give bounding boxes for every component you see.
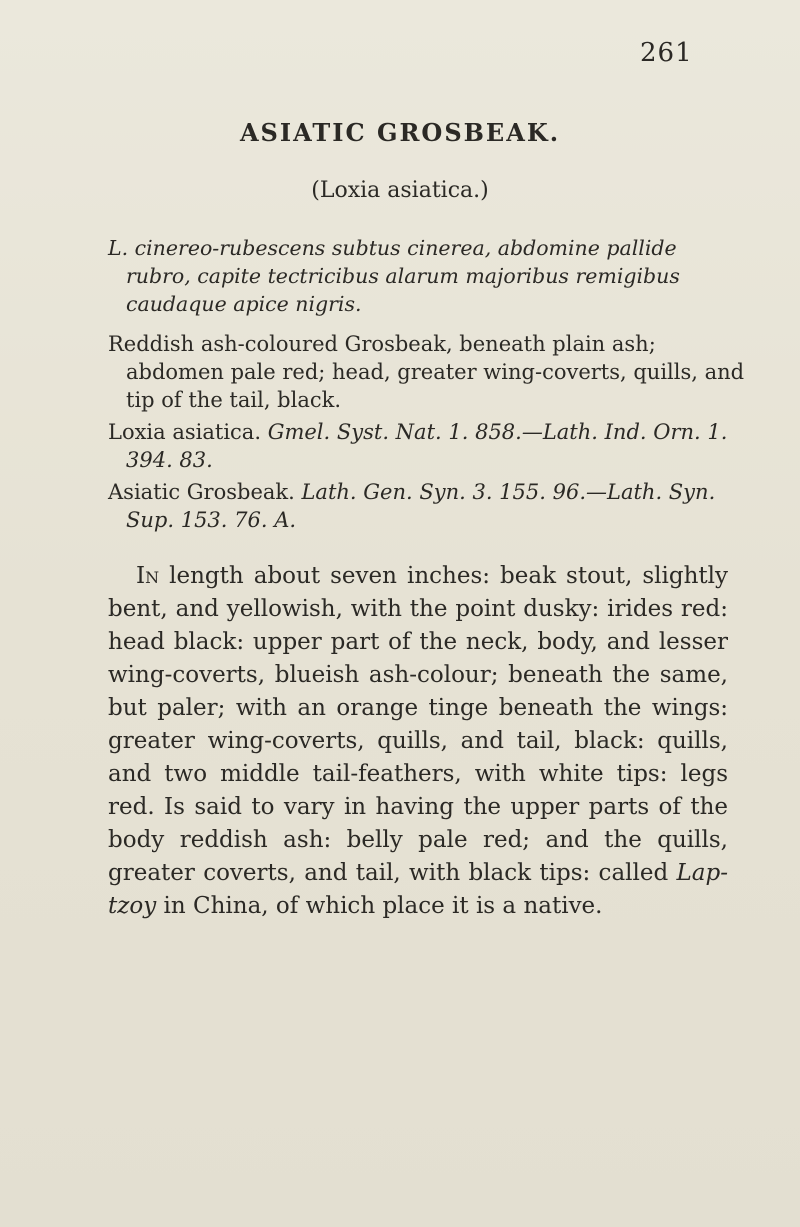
paragraph-text: length about seven inches: beak stout, slightly bent, and yellowish, with the point dusky: irides red: head black: upper part of the neck, body, and lesser wing-coverts, blueish ash-colour; beneath the same, but paler; with an orange tinge beneath the wings: greater wing-coverts, quills, and tail, black: quills, and two middle tail-feathers, with white tips: legs red. Is said to vary in having the upper parts of the body reddish ash: belly pale red; and the quills, greater coverts, and tail, with black tips: called	[108, 563, 728, 886]
synonym-name: Asiatic Grosbeak.	[108, 480, 295, 504]
synonym-references: Gmel. Syst. Nat. 1. 858.—Lath. Ind. Orn. 1. 394. 83.	[126, 420, 728, 472]
synonym-loxia-asiatica	[108, 418, 746, 474]
section-heading: ASIATIC GROSBEAK.	[239, 118, 561, 147]
english-description: Reddish ash-coloured Grosbeak, beneath plain ash; abdomen pale red; head, greater wing-coverts, quills, and tip of the tail, black.	[108, 332, 745, 412]
latin-description: L. cinereo-rubescens subtus cinerea, abdomine pallide rubro, capite tectricibus alarum majoribus remigibus caudaque apice nigris.	[108, 236, 680, 316]
paragraph-text-end: in China, of which place it is a native.	[156, 893, 603, 919]
description-paragraph	[108, 560, 728, 923]
synonym-asiatic-grosbeak	[108, 478, 746, 534]
chinese-name: Lap-tzoy	[108, 860, 728, 919]
synonym-name: Loxia asiatica.	[108, 420, 261, 444]
page-number: 261	[640, 38, 693, 68]
latin-name-subheading: (Loxia asiatica.)	[311, 178, 489, 203]
synonym-references: Lath. Gen. Syn. 3. 155. 96.—Lath. Syn. Sup. 153. 76. A.	[126, 480, 716, 532]
paragraph-first-word: In	[136, 563, 160, 589]
